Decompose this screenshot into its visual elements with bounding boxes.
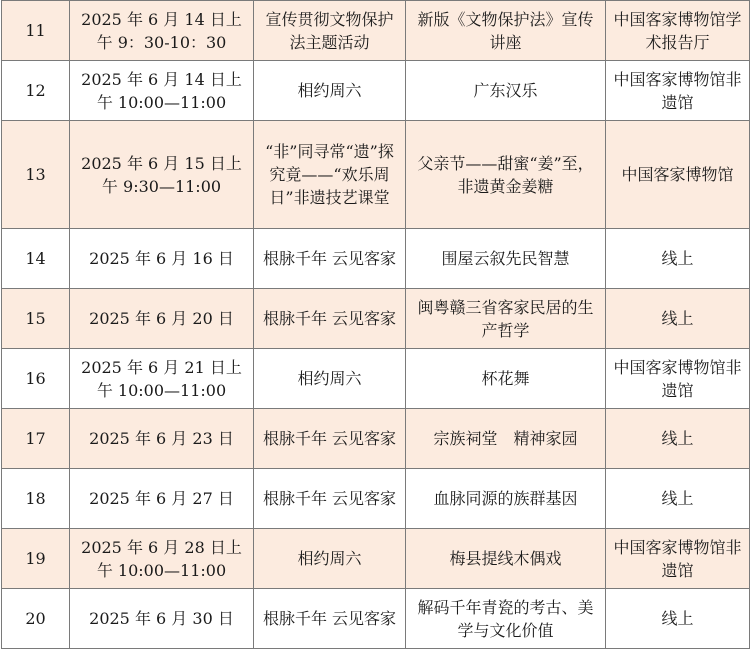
event-venue: 线上 [606, 589, 750, 649]
event-venue: 线上 [606, 469, 750, 529]
event-venue: 线上 [606, 289, 750, 349]
event-venue: 中国客家博物馆 [606, 121, 750, 229]
event-topic: 解码千年青瓷的考古、美学与文化价值 [406, 589, 606, 649]
event-theme: 相约周六 [254, 61, 406, 121]
event-theme: 根脉千年 云见客家 [254, 589, 406, 649]
event-date: 2025 年 6 月 20 日 [70, 289, 254, 349]
event-venue: 中国客家博物馆非遗馆 [606, 61, 750, 121]
table-row [2, 409, 750, 469]
event-theme: 宣传贯彻文物保护法主题活动 [254, 1, 406, 61]
event-topic: 闽粤赣三省客家民居的生产哲学 [406, 289, 606, 349]
event-venue: 中国客家博物馆非遗馆 [606, 349, 750, 409]
event-theme: 根脉千年 云见客家 [254, 289, 406, 349]
row-number: 15 [2, 289, 70, 349]
row-number: 16 [2, 349, 70, 409]
row-number: 17 [2, 409, 70, 469]
table-row [2, 61, 750, 121]
event-venue: 线上 [606, 409, 750, 469]
table-row [2, 349, 750, 409]
event-topic: 杯花舞 [406, 349, 606, 409]
event-date: 2025 年 6 月 28 日上午 10:00—11:00 [70, 529, 254, 589]
event-venue: 中国客家博物馆非遗馆 [606, 529, 750, 589]
event-theme: 相约周六 [254, 529, 406, 589]
event-theme: 根脉千年 云见客家 [254, 469, 406, 529]
table-row [2, 229, 750, 289]
event-schedule-table [1, 0, 750, 649]
table-row [2, 121, 750, 229]
row-number: 11 [2, 1, 70, 61]
table-row [2, 289, 750, 349]
event-topic: 梅县提线木偶戏 [406, 529, 606, 589]
event-theme: 根脉千年 云见客家 [254, 409, 406, 469]
event-venue: 中国客家博物馆学术报告厅 [606, 1, 750, 61]
event-topic: 父亲节——甜蜜“姜”至，非遗黄金姜糖 [406, 121, 606, 229]
row-number: 19 [2, 529, 70, 589]
event-date: 2025 年 6 月 14 日上午 10:00—11:00 [70, 61, 254, 121]
table-row [2, 529, 750, 589]
event-date: 2025 年 6 月 14 日上午 9：30-10：30 [70, 1, 254, 61]
event-theme: 相约周六 [254, 349, 406, 409]
event-topic: 新版《文物保护法》宣传讲座 [406, 1, 606, 61]
event-topic: 围屋云叙先民智慧 [406, 229, 606, 289]
event-date: 2025 年 6 月 21 日上午 10:00—11:00 [70, 349, 254, 409]
row-number: 13 [2, 121, 70, 229]
event-date: 2025 年 6 月 23 日 [70, 409, 254, 469]
row-number: 14 [2, 229, 70, 289]
event-theme: 根脉千年 云见客家 [254, 229, 406, 289]
row-number: 18 [2, 469, 70, 529]
table-row [2, 469, 750, 529]
event-date: 2025 年 6 月 16 日 [70, 229, 254, 289]
event-topic: 广东汉乐 [406, 61, 606, 121]
table-row [2, 1, 750, 61]
row-number: 20 [2, 589, 70, 649]
table-row [2, 589, 750, 649]
row-number: 12 [2, 61, 70, 121]
event-topic: 宗族祠堂 精神家园 [406, 409, 606, 469]
event-topic: 血脉同源的族群基因 [406, 469, 606, 529]
event-theme: “非”同寻常“遗”探究竟——“欢乐周日”非遗技艺课堂 [254, 121, 406, 229]
event-date: 2025 年 6 月 27 日 [70, 469, 254, 529]
event-venue: 线上 [606, 229, 750, 289]
event-date: 2025 年 6 月 15 日上午 9:30—11:00 [70, 121, 254, 229]
event-date: 2025 年 6 月 30 日 [70, 589, 254, 649]
